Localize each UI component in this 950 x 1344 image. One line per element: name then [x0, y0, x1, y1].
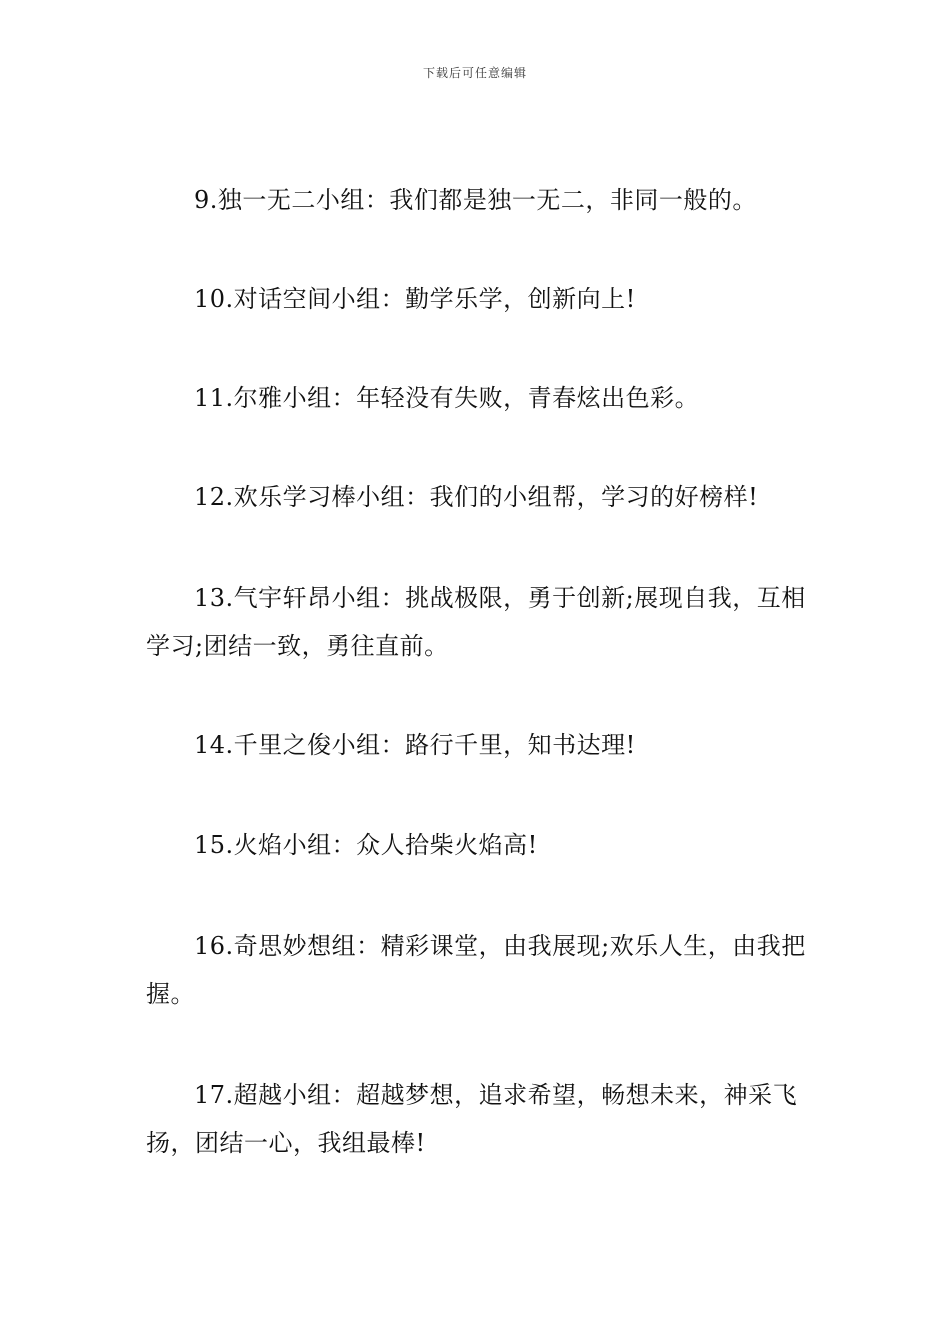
list-item: 17.超越小组：超越梦想，追求希望，畅想未来，神采飞扬，团结一心，我组最棒!	[146, 1081, 798, 1157]
list-item: 13.气宇轩昂小组：挑战极限，勇于创新;展现自我，互相学习;团结一致，勇往直前。	[146, 584, 806, 660]
list-item: 11.尔雅小组：年轻没有失败，青春炫出色彩。	[194, 384, 700, 412]
page-header: 下载后可任意编辑	[422, 66, 527, 80]
list-item: 10.对话空间小组：勤学乐学，创新向上!	[194, 285, 636, 313]
list-item: 15.火焰小组：众人拾柴火焰高!	[194, 831, 538, 859]
list-item: 12.欢乐学习棒小组：我们的小组帮，学习的好榜样!	[194, 483, 759, 511]
list-item: 9.独一无二小组：我们都是独一无二，非同一般的。	[194, 186, 757, 214]
list-item: 14.千里之俊小组：路行千里，知书达理!	[194, 731, 636, 759]
list-item: 16.奇思妙想组：精彩课堂，由我展现;欢乐人生，由我把握。	[146, 932, 806, 1008]
